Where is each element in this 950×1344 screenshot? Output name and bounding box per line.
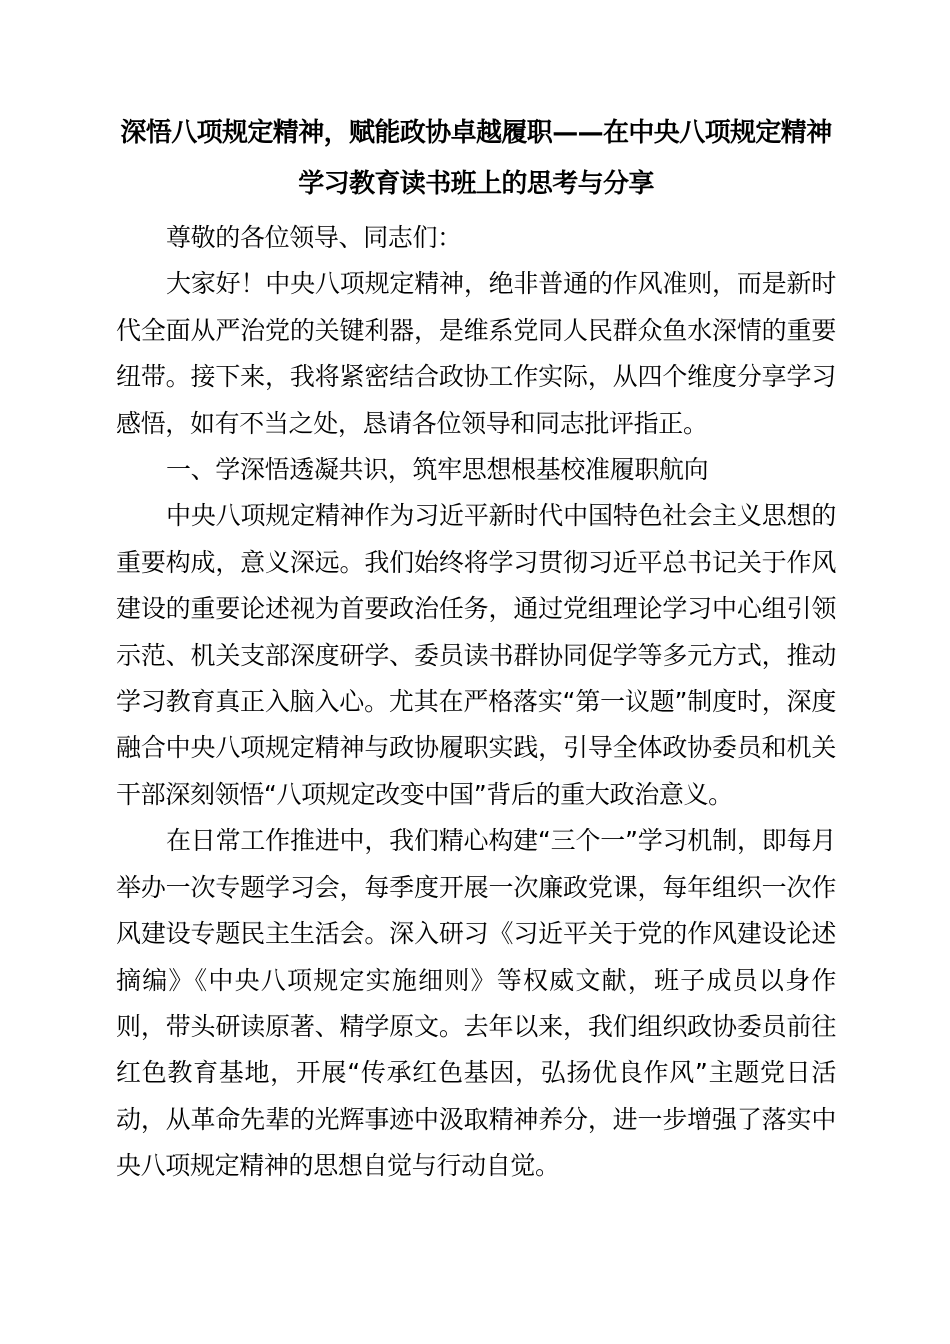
paragraph-opening: 大家好！中央八项规定精神，绝非普通的作风准则，而是新时代全面从严治党的关键利器，是维系党同人民群众鱼水深情的重要纽带。接下来，我将紧密结合政协工作实际，从四个维度分享学习感悟，如有不当之处，恳请各位领导和同志批评指正。 — [116, 269, 836, 438]
title-line-2: 学习教育读书班上的思考与分享 — [298, 169, 654, 199]
document-title — [116, 108, 836, 210]
title-line-1: 深悟八项规定精神，赋能政协卓越履职——在中央八项规定精神 — [120, 118, 832, 148]
section-heading-1: 一、学深悟透凝共识，筑牢思想根基校准履职航向 — [166, 455, 709, 485]
paragraph-study: 中央八项规定精神作为习近平新时代中国特色社会主义思想的重要构成，意义深远。我们始终将学习贯彻习近平总书记关于作风建设的重要论述视为首要政治任务，通过党组理论学习中心组引领示范、机关支部深度研学、委员读书群协同促学等多元方式，推动学习教育真正入脑入心。尤其在严格落实“第一议题”制度时，深度融合中央八项规定精神与政协履职实践，引导全体政协委员和机关干部深刻领悟“八项规定改变中国”背后的重大政治意义。 — [116, 501, 836, 809]
document-page — [116, 108, 836, 1190]
paragraph-mechanism: 在日常工作推进中，我们精心构建“三个一”学习机制，即每月举办一次专题学习会，每季度开展一次廉政党课，每年组织一次作风建设专题民主生活会。深入研习《习近平关于党的作风建设论述摘编》《中央八项规定实施细则》等权威文献，班子成员以身作则，带头研读原著、精学原文。去年以来，我们组织政协委员前往红色教育基地，开展“传承红色基因，弘扬优良作风”主题党日活动，从革命先辈的光辉事迹中汲取精神养分，进一步增强了落实中央八项规定精神的思想自觉与行动自觉。 — [116, 826, 836, 1181]
greeting: 尊敬的各位领导、同志们： — [166, 223, 462, 252]
